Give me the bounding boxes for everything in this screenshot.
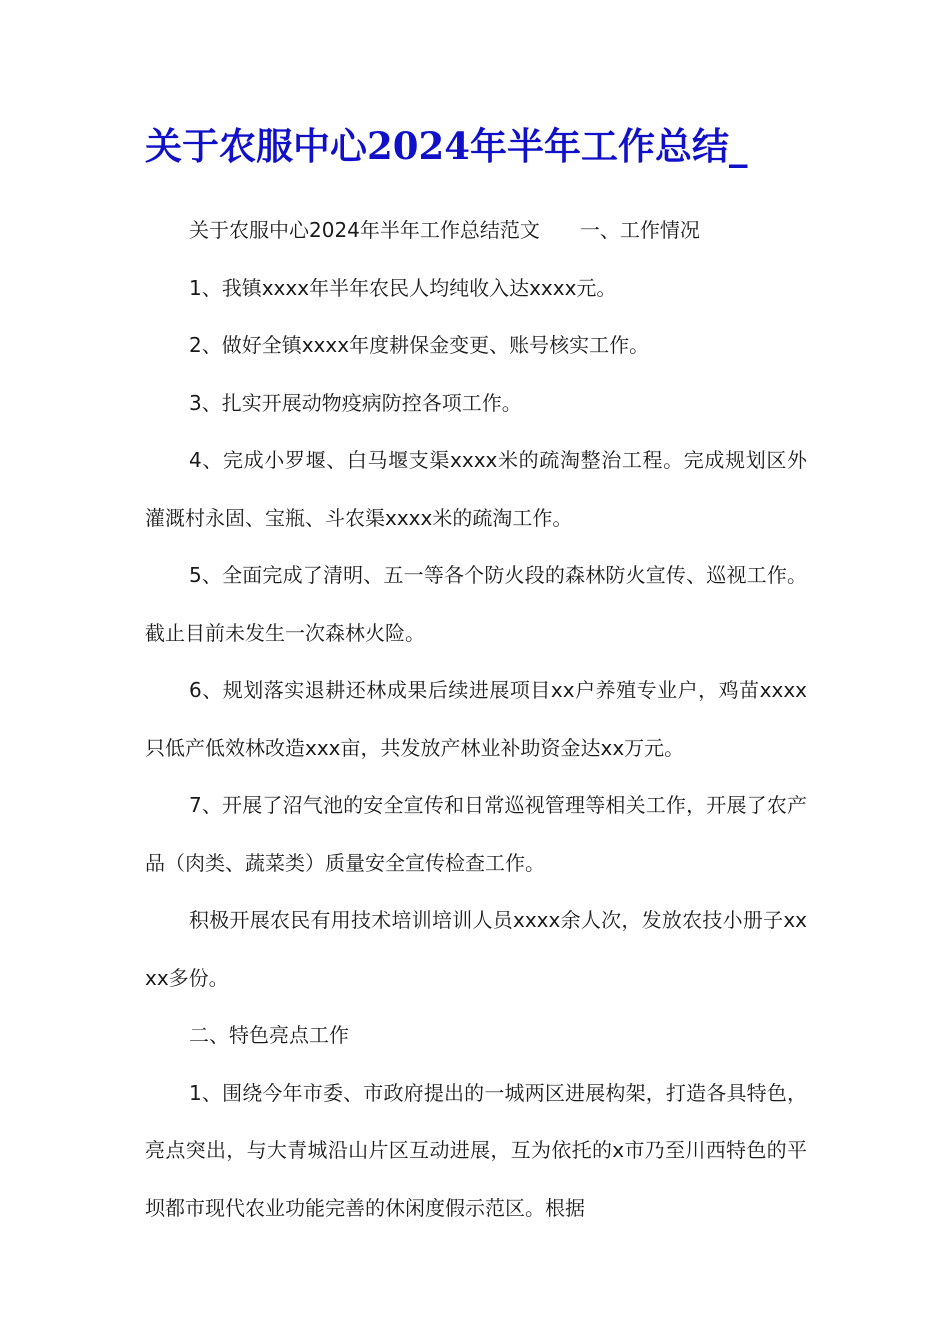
document-title: 关于农服中心2024年半年工作总结_ bbox=[145, 124, 748, 168]
intro-paragraph bbox=[145, 202, 807, 260]
intro-heading: 关于农服中心2024年半年工作总结范文 bbox=[189, 218, 540, 242]
section-heading-work-status: 一、工作情况 bbox=[579, 218, 700, 242]
paragraph-item-1: 1、我镇xxxx年半年农民人均纯收入达xxxx元。 bbox=[189, 275, 617, 300]
section-heading-highlights: 二、特色亮点工作 bbox=[189, 1023, 349, 1047]
paragraph-item-7: 7、开展了沼气池的安全宣传和日常巡视管理等相关工作，开展了农产品（肉类、蔬菜类）质量安全宣传检查工作。 bbox=[145, 793, 807, 875]
paragraph-item-4: 4、完成小罗堰、白马堰支渠xxxx米的疏淘整治工程。完成规划区外灌溉村永固、宝瓶、斗农渠xxxx米的疏淘工作。 bbox=[145, 448, 807, 530]
document-body bbox=[145, 202, 807, 1237]
paragraph-item-3: 3、扎实开展动物疫病防控各项工作。 bbox=[189, 390, 522, 415]
paragraph-training: 积极开展农民有用技术培训培训人员xxxx余人次，发放农技小册子xxxx多份。 bbox=[145, 908, 807, 990]
paragraph-highlight-1: 1、围绕今年市委、市政府提出的一城两区进展构架，打造各具特色，亮点突出，与大青城沿山片区互动进展，互为依托的x市乃至川西特色的平坝都市现代农业功能完善的休闲度假示范区。根据 bbox=[145, 1080, 807, 1220]
paragraph-item-6: 6、规划落实退耕还林成果后续进展项目xx户养殖专业户，鸡苗xxxx只低产低效林改造xxx亩，共发放产林业补助资金达xx万元。 bbox=[145, 678, 807, 760]
paragraph-item-2: 2、做好全镇xxxx年度耕保金变更、账号核实工作。 bbox=[189, 333, 650, 357]
paragraph-item-5: 5、全面完成了清明、五一等各个防火段的森林防火宣传、巡视工作。截止目前未发生一次森林火险。 bbox=[145, 563, 807, 645]
